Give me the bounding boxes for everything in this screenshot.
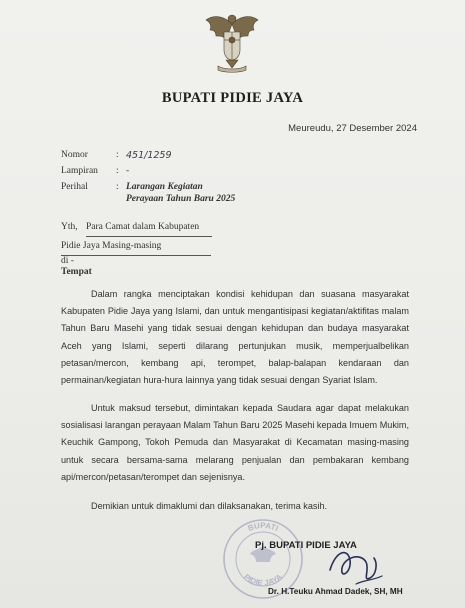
recipient-underline-1 [86,236,212,237]
recipient-prefix: Yth, [61,222,78,232]
paragraph-3: Demikian untuk dimaklumi dan dilaksanakan, terima kasih. [91,501,328,511]
letterhead-title: BUPATI PIDIE JAYA [161,90,304,106]
perihal-line2: Perayaan Tahun Baru 2025 [126,193,236,204]
date-line: Meureudu, 27 Desember 2024 [288,123,417,134]
paragraph-1: Dalam rangka menciptakan kondisi kehidupan dan suasana masyarakat Kabupaten Pidie Jaya yang Islami, dan untuk mengantisipasi kegiatan/aktifitas malam Tahun Baru Masehi yang tidak sesuai dengan kehidupan dan budaya masyarakat Aceh yang Islami, seperti dilarang pertunjukan musik, memperjualbelikan petasan/mercon, kembang api, terompet, balap-balapan kendaraan dan permainan/kegiatan hura-hura lainnya yang tidak sesuai dengan Syariat Islam. [61,289,409,386]
recipient-line2: Pidie Jaya Masing-masing [61,241,162,251]
perihal-value [126,182,235,205]
handwritten-signature-icon [326,540,386,590]
recipient-name: Para Camat dalam Kabupaten [86,222,200,232]
nomor-sep: : [116,150,119,160]
signature-title: Pj. BUPATI PIDIE JAYA [255,540,357,551]
perihal-line1: Larangan Kegiatan [126,182,203,192]
perihal-sep: : [116,182,119,192]
recipient-line1 [61,222,199,232]
recipient-underline-2 [61,255,211,256]
svg-text:BUPATI: BUPATI [246,520,280,534]
perihal-label: Perihal [61,182,88,192]
lampiran-label: Lampiran [61,166,98,176]
signature-name: Dr. H.Teuku Ahmad Dadek, SH, MH [268,587,403,596]
garuda-emblem-icon [204,10,260,74]
nomor-label: Nomor [61,150,88,160]
nomor-value: 451/1259 [126,150,172,161]
recipient-line4: Tempat [61,267,92,277]
lampiran-value: - [126,166,130,176]
recipient-line3: di - [61,256,74,266]
paragraph-2: Untuk maksud tersebut, dimintakan kepada Saudara agar dapat melakukan sosialisasi larangan perayaan Malam Tahun Baru 2025 Masehi kepada Imuem Mukim, Keuchik Gampong, Tokoh Pemuda dan Masyarakat di Kecamatan masing-masing untuk secara bersama-sama melarang penjualan dan pembakaran kembang api/mercon/petasan/terompet dan sejenisnya. [61,403,409,482]
lampiran-sep: : [116,166,119,176]
svg-text:PIDIE JAYA: PIDIE JAYA [242,572,284,588]
